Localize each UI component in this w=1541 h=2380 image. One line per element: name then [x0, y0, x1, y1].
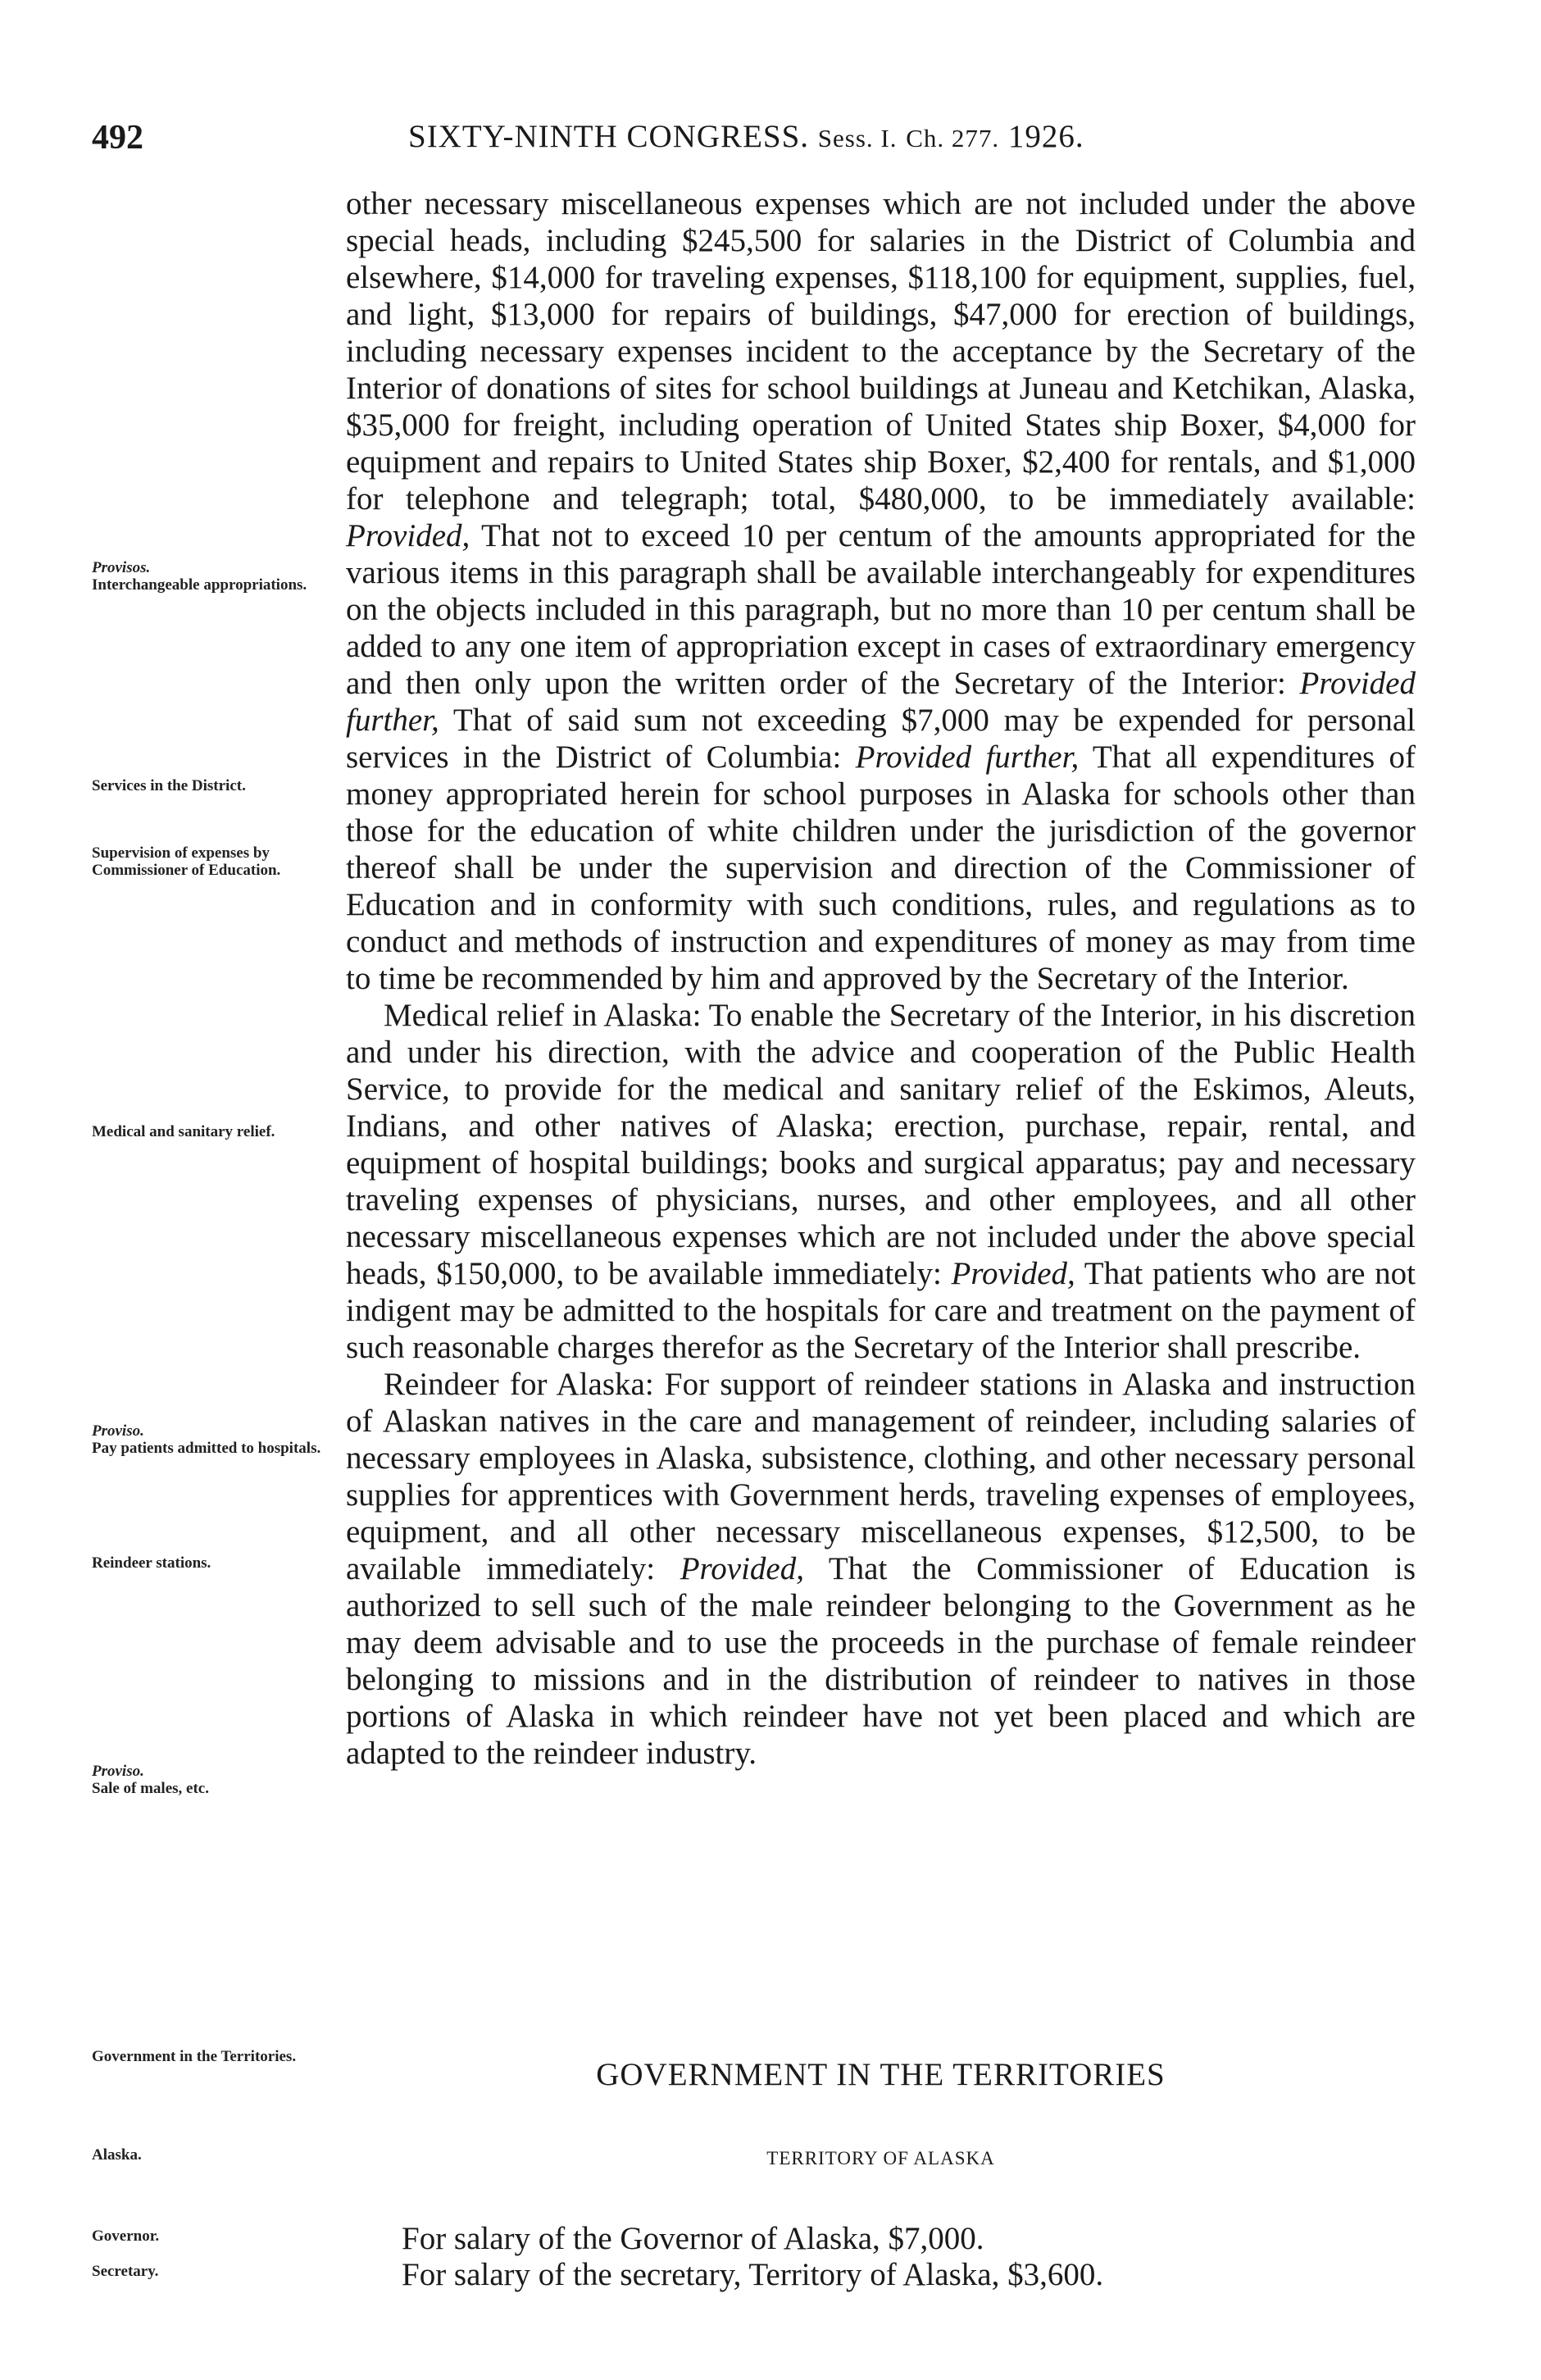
margin-note-pay-patients: Pay patients admitted to hospitals.	[92, 1440, 321, 1457]
margin-note-alaska: Alaska.	[92, 2146, 142, 2164]
running-head-chapter: Ch. 277.	[906, 124, 1000, 152]
proviso-phrase: Provided,	[346, 518, 470, 553]
paragraph-medical-relief-part-a: Medical relief in Alaska: To enable the Secretary of the Interior, in his discretion and under his direction, with the advice and cooperation of the Public Health Service, to provide for the medical and sanitary relief of the Eskimos, Aleuts, Indians, and other natives of Alaska; erection, purchase, repair, rental, and equipment of hospital buildings; books and surgical apparatus; pay and necessary traveling expenses of physicians, nurses, and other employees, and all other necessary miscellaneous expenses which are not included under the above special heads, $150,000, to be available immediately:	[346, 998, 1416, 1291]
paragraph-reindeer-part-a: Reindeer for Alaska: For support of reindeer stations in Alaska and instruction of Alaskan natives in the care and management of reindeer, including salaries of necessary employees in Alaska, subsistence, clothing, and other necessary personal supplies for apprentices with Government herds, traveling expenses of employees, equipment, and all other necessary miscellaneous expenses, $12,500, to be available immediately:	[346, 1367, 1416, 1586]
proviso-phrase: Provided further,	[346, 666, 1416, 738]
proviso-phrase: Provided,	[680, 1551, 804, 1586]
section-heading: GOVERNMENT IN THE TERRITORIES	[596, 2057, 1166, 2092]
page-number: 492	[92, 119, 143, 157]
running-head-congress: SIXTY-NINTH CONGRESS.	[408, 119, 810, 154]
margin-note-governor: Governor.	[92, 2228, 160, 2245]
item-governor-salary: For salary of the Governor of Alaska, $7,000.	[402, 2221, 984, 2256]
running-head-session: Sess. I.	[817, 124, 898, 152]
margin-note-medical-relief: Medical and sanitary relief.	[92, 1123, 275, 1140]
margin-note-provisos-text: Provisos.	[92, 559, 151, 576]
margin-note-supervision: Supervision of expenses by Commissioner of Education.	[92, 844, 281, 879]
paragraph-reindeer-part-b: That the Commissioner of Education is authorized to sell such of the male reindeer belonging to the Government as he may deem advisable and to use the proceeds in the purchase of female reindeer belonging to missions and in the distribution of reindeer to natives in those portions of Alaska in which reindeer have not yet been placed and which are adapted to the reindeer industry.	[346, 1551, 1416, 1771]
paragraph-school-expenses-part-b: That not to exceed 10 per centum of the amounts appropriated for the various items in this paragraph shall be available interchangeably for expenditures on the objects included in this paragraph, but no more than 10 per centum shall be added to any one item of appropriation except in cases of extraordinary emergency and then only upon the written order of the Secretary of the Interior:	[346, 518, 1416, 701]
margin-note-proviso-1-text: Proviso.	[92, 1422, 144, 1440]
margin-note-proviso-1	[92, 1422, 338, 1440]
paragraph-school-expenses-part-d: That all expenditures of money appropriated herein for school purposes in Alaska for schools other than those for the education of white children under the jurisdiction of the governor thereof shall be under the supervision and direction of the Commissioner of Education and in conformity with such conditions, rules, and regulations as to conduct and methods of instruction and expenditures of money as may from time to time be recommended by him and approved by the Secretary of the Interior.	[346, 739, 1416, 996]
paragraph-medical-relief	[346, 997, 1416, 1366]
running-head	[408, 118, 1084, 155]
margin-note-government-territories: Government in the Territories.	[92, 2048, 297, 2065]
margin-note-interchangeable: Interchangeable appropriations.	[92, 576, 307, 594]
page-header	[0, 118, 1541, 159]
margin-note-provisos	[92, 559, 338, 576]
paragraph-reindeer	[346, 1366, 1416, 1772]
proviso-phrase: Provided,	[951, 1256, 1075, 1291]
margin-note-proviso-2	[92, 1763, 338, 1780]
section-subheading: TERRITORY OF ALASKA	[766, 2148, 995, 2168]
paragraph-school-expenses-part-c: That of said sum not exceeding $7,000 may be expended for personal services in the District of Columbia:	[346, 703, 1416, 775]
margin-note-reindeer-stations: Reindeer stations.	[92, 1554, 211, 1572]
paragraph-school-expenses	[346, 185, 1416, 997]
paragraph-medical-relief-part-b: That patients who are not indigent may be admitted to the hospitals for care and treatment on the payment of such reasonable charges therefor as the Secretary of the Interior shall prescribe.	[346, 1256, 1416, 1365]
margin-note-proviso-2-text: Proviso.	[92, 1763, 144, 1780]
body-text	[346, 185, 1416, 1772]
running-head-year: 1926.	[1007, 119, 1084, 154]
margin-note-sale-of-males: Sale of males, etc.	[92, 1780, 209, 1797]
item-secretary-salary: For salary of the secretary, Territory of Alaska, $3,600.	[402, 2257, 1104, 2292]
margin-note-services-district: Services in the District.	[92, 777, 246, 794]
margin-note-secretary: Secretary.	[92, 2263, 159, 2280]
paragraph-school-expenses-part-a: other necessary miscellaneous expenses which are not included under the above special heads, including $245,500 for salaries in the District of Columbia and elsewhere, $14,000 for traveling expenses, $118,100 for equipment, supplies, fuel, and light, $13,000 for repairs of buildings, $47,000 for erection of buildings, including necessary expenses incident to the acceptance by the Secretary of the Interior of donations of sites for school buildings at Juneau and Ketchikan, Alaska, $35,000 for freight, including operation of United States ship Boxer, $4,000 for equipment and repairs to United States ship Boxer, $2,400 for rentals, and $1,000 for telephone and telegraph; total, $480,000, to be immediately available:	[346, 186, 1416, 517]
proviso-phrase: Provided further,	[855, 739, 1080, 775]
